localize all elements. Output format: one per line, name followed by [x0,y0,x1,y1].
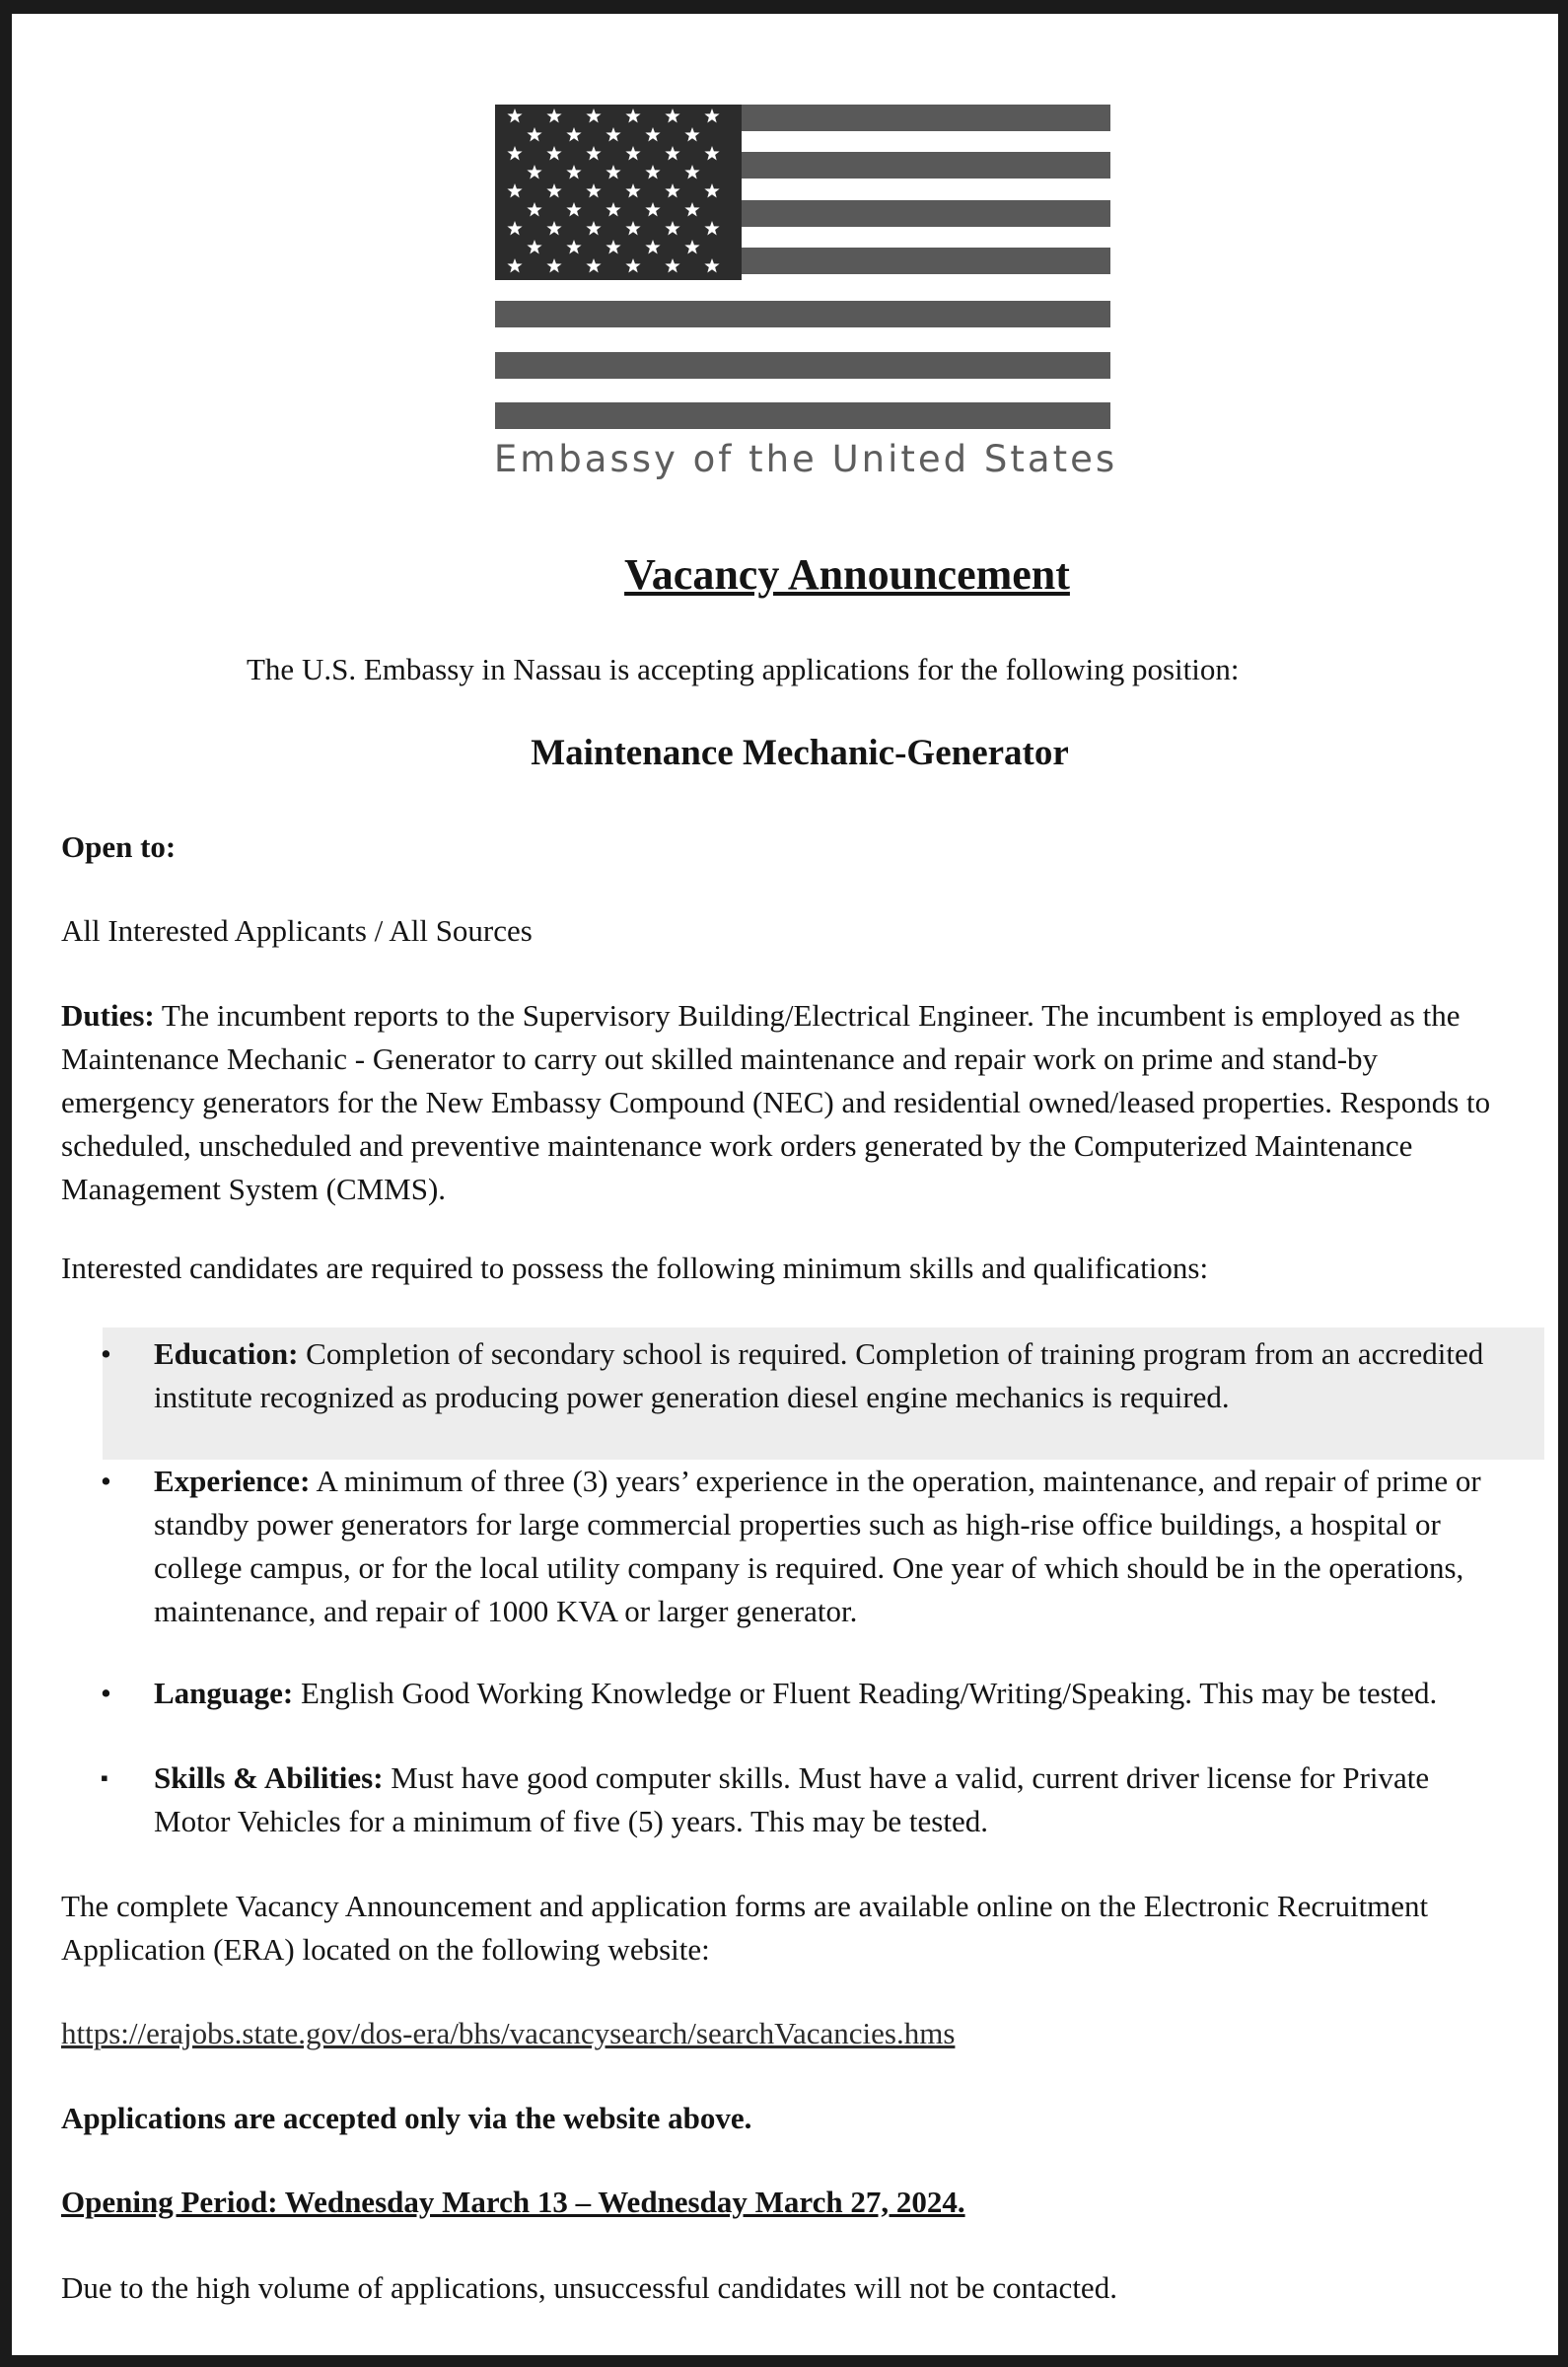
education-label: Education: [154,1336,299,1371]
skills-item: Skills & Abilities: Must have good computer skills. Must have a valid, current driver license for Private Motor Vehicles for a minimum of five (5) years. This may be tested. [154,1760,1430,1838]
website-paragraph [61,2012,1540,2055]
era-paragraph: The complete Vacancy Announcement and application forms are available online on the Electronic Recruitment Application (ERA) located on the following website: [61,1889,1429,1967]
applications-note: Applications are accepted only via the website above. [61,2101,752,2135]
language-label: Language: [154,1676,294,1710]
experience-label: Experience: [154,1464,311,1498]
experience-item: Experience: A minimum of three (3) years’ experience in the operation, maintenance, and repair of prime or standby power generators for large commercial properties such as high-rise office buildings, a hospital or college campus, or for the local utility company is required. One year of which should be in the operations, maintenance, and repair of 1000 KVA or larger generator. [154,1464,1481,1628]
duties-paragraph [61,994,1540,1211]
qualifications-intro: Interested candidates are required to possess the following minimum skills and qualifications: [61,1251,1209,1285]
bullet-marker: • [101,1464,111,1498]
closing-note: Due to the high volume of applications, unsuccessful candidates will not be contacted. [61,2270,1117,2305]
us-flag-logo [495,105,1110,430]
bullet-marker: • [101,1336,111,1371]
position-title: Maintenance Mechanic-Generator [531,733,1069,773]
flag-canton [495,105,742,280]
education-item: Education: Completion of secondary school is required. Completion of training program from an accredited institute recognized as producing power generation diesel engine mechanics is required. [154,1336,1484,1414]
intro-text: The U.S. Embassy in Nassau is accepting applications for the following position: [247,652,1240,686]
bullet-marker: • [101,1676,111,1710]
open-to-value: All Interested Applicants / All Sources [61,913,533,948]
duties-line: Duties: The incumbent reports to the Supervisory Building/Electrical Engineer. The incumbent is employed as the [61,998,1461,1033]
bullet-marker: ▪ [101,1765,108,1790]
opening-period: Opening Period: Wednesday March 13 – Wednesday March 27, 2024. [61,2185,965,2219]
skills-label: Skills & Abilities: [154,1760,384,1795]
duties-line: scheduled, unscheduled and preventive maintenance work orders generated by the Computerized Maintenance [61,1128,1413,1163]
duties-line: Management System (CMMS). [61,1172,447,1206]
duties-line: Maintenance Mechanic - Generator to carry out skilled maintenance and repair work on prime and stand-by [61,1041,1379,1076]
website-link[interactable]: https://erajobs.state.gov/dos-era/bhs/vacancysearch/searchVacancies.hms [61,2016,956,2050]
document-title: Vacancy Announcement [624,550,1070,599]
open-to-label: Open to: [61,829,177,864]
duties-label: Duties: [61,998,155,1033]
language-item: Language: English Good Working Knowledge or Fluent Reading/Writing/Speaking. This may be tested. [154,1676,1438,1710]
duties-line: emergency generators for the New Embassy Compound (NEC) and residential owned/leased properties. Responds to [61,1085,1491,1119]
embassy-caption: Embassy of the United States [493,438,1118,480]
